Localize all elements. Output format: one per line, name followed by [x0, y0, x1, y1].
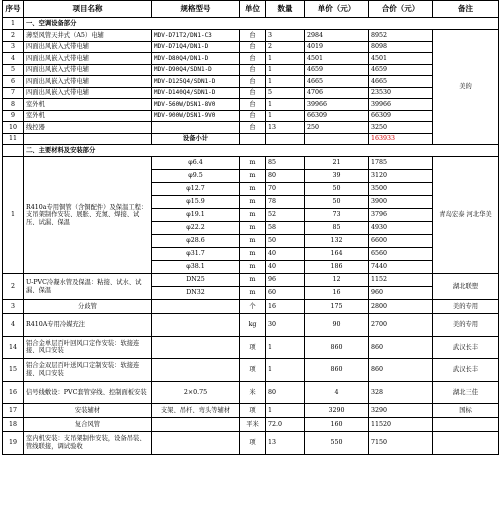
table-row — [3, 64, 499, 76]
item-price: 73 — [305, 209, 369, 222]
item-unit: 台 — [240, 122, 266, 134]
item-spec: MDV-D71Q4/DN1-D — [152, 41, 240, 53]
item-name: 室外机 — [24, 110, 152, 122]
item-unit: 台 — [240, 30, 266, 42]
item-price: 860 — [305, 359, 369, 382]
item-unit: 台 — [240, 64, 266, 76]
item-unit: m — [240, 261, 266, 274]
row-number: 18 — [3, 418, 24, 432]
item-spec — [152, 418, 240, 432]
item-price: 16 — [305, 287, 369, 300]
item-unit: 项 — [240, 359, 266, 382]
row-number: 4 — [3, 53, 24, 65]
item-unit: 项 — [240, 336, 266, 359]
item-qty: 96 — [266, 274, 305, 287]
item-unit: m — [240, 235, 266, 248]
item-total: 3120 — [369, 170, 433, 183]
header-cell: 数量 — [266, 1, 305, 18]
item-price: 4501 — [305, 53, 369, 65]
item-remark: 湖北三佳 — [433, 381, 499, 404]
item-spec: DN25 — [152, 274, 240, 287]
table-row — [3, 359, 499, 382]
item-total: 860 — [369, 336, 433, 359]
item-price: 3290 — [305, 404, 369, 418]
item-total: 3900 — [369, 196, 433, 209]
table-cell — [266, 133, 305, 145]
table-row — [3, 30, 499, 42]
table-row — [3, 274, 499, 287]
row-number: 7 — [3, 87, 24, 99]
item-total: 6560 — [369, 248, 433, 261]
row-number: 16 — [3, 381, 24, 404]
item-spec: DN32 — [152, 287, 240, 300]
item-total: 4930 — [369, 222, 433, 235]
row-number: 19 — [3, 432, 24, 455]
item-name: 线控器 — [24, 122, 152, 134]
item-spec — [152, 300, 240, 314]
item-name: R410A专用冷媒充注 — [24, 314, 152, 337]
item-price: 39966 — [305, 99, 369, 111]
item-total: 6600 — [369, 235, 433, 248]
item-total: 23530 — [369, 87, 433, 99]
item-remark: 武汉长丰 — [433, 336, 499, 359]
item-price: 550 — [305, 432, 369, 455]
item-price: 12 — [305, 274, 369, 287]
item-unit: 台 — [240, 87, 266, 99]
header-row — [3, 1, 499, 18]
item-total: 4665 — [369, 76, 433, 88]
row-number: 2 — [3, 30, 24, 42]
item-total: 3250 — [369, 122, 433, 134]
item-qty: 1 — [266, 110, 305, 122]
item-qty: 1 — [266, 76, 305, 88]
item-spec: MDV-D80Q4/DN1-D — [152, 53, 240, 65]
item-qty: 1 — [266, 336, 305, 359]
row-number: 3 — [3, 41, 24, 53]
item-name: 四面出风嵌入式带电辅 — [24, 41, 152, 53]
item-unit: 项 — [240, 404, 266, 418]
table-row — [3, 99, 499, 111]
header-cell: 单位 — [240, 1, 266, 18]
item-total: 8952 — [369, 30, 433, 42]
item-name: 复合风管 — [24, 418, 152, 432]
item-remark: 美的 — [433, 30, 499, 145]
item-name: 信号线敷设：PVC套管穿线、控制面板安装 — [24, 381, 152, 404]
item-name: 安装辅材 — [24, 404, 152, 418]
subtotal-label: 设备小计 — [152, 133, 240, 145]
item-qty: 30 — [266, 314, 305, 337]
item-unit: 台 — [240, 53, 266, 65]
item-total: 8098 — [369, 41, 433, 53]
item-qty: 5 — [266, 87, 305, 99]
table-row — [3, 122, 499, 134]
item-total: 3796 — [369, 209, 433, 222]
item-name: 室外机 — [24, 99, 152, 111]
quotation-table — [2, 0, 499, 455]
item-qty: 40 — [266, 248, 305, 261]
header-cell: 序号 — [3, 1, 24, 18]
item-qty: 52 — [266, 209, 305, 222]
item-unit: m — [240, 274, 266, 287]
table-row — [3, 76, 499, 88]
item-qty: 13 — [266, 432, 305, 455]
item-qty: 58 — [266, 222, 305, 235]
item-total: 2700 — [369, 314, 433, 337]
item-qty: 1 — [266, 404, 305, 418]
item-spec: MDV-D71T2/DN1-C3 — [152, 30, 240, 42]
item-total: 3290 — [369, 404, 433, 418]
item-spec: MDV-D125Q4/SDN1-D — [152, 76, 240, 88]
item-spec — [152, 336, 240, 359]
header-cell: 备注 — [433, 1, 499, 18]
item-remark — [433, 432, 499, 455]
item-remark: 美的专用 — [433, 300, 499, 314]
item-qty: 85 — [266, 157, 305, 170]
item-price: 175 — [305, 300, 369, 314]
section-title: 一、空调设备部分 — [24, 18, 499, 30]
item-total: 66309 — [369, 110, 433, 122]
row-number: 1 — [3, 157, 24, 274]
subtotal-row — [3, 133, 499, 145]
header-cell: 项目名称 — [24, 1, 152, 18]
item-name: 四面出风嵌入式带电辅 — [24, 76, 152, 88]
item-total: 960 — [369, 287, 433, 300]
item-spec: 支架、吊杆、弯头等辅材 — [152, 404, 240, 418]
row-number: 11 — [3, 133, 24, 145]
item-spec: MDV-D90Q4/SDN1-D — [152, 64, 240, 76]
section-row: 1 一、空调设备部分 — [3, 18, 499, 30]
item-unit: m — [240, 170, 266, 183]
item-price: 39 — [305, 170, 369, 183]
item-qty: 1 — [266, 53, 305, 65]
item-unit: 米 — [240, 381, 266, 404]
item-remark: 青岛宏泰 河北华美 — [433, 157, 499, 274]
table-cell — [24, 133, 152, 145]
item-spec — [152, 122, 240, 134]
item-total: 11520 — [369, 418, 433, 432]
item-spec: φ22.2 — [152, 222, 240, 235]
item-unit: 项 — [240, 432, 266, 455]
table-row — [3, 381, 499, 404]
item-price: 90 — [305, 314, 369, 337]
item-qty: 1 — [266, 359, 305, 382]
item-total: 4501 — [369, 53, 433, 65]
item-remark: 国标 — [433, 404, 499, 418]
subtotal-value: 163933 — [369, 133, 433, 145]
item-qty: 2 — [266, 41, 305, 53]
row-number: 17 — [3, 404, 24, 418]
item-name: 薄型风管天井式（A5）电辅 — [24, 30, 152, 42]
table-cell — [305, 133, 369, 145]
row-number: 14 — [3, 336, 24, 359]
item-total: 4659 — [369, 64, 433, 76]
row-number: 5 — [3, 64, 24, 76]
row-number: 9 — [3, 110, 24, 122]
item-total: 39966 — [369, 99, 433, 111]
item-price: 250 — [305, 122, 369, 134]
item-price: 4706 — [305, 87, 369, 99]
table-row — [3, 432, 499, 455]
item-spec: φ31.7 — [152, 248, 240, 261]
header-cell: 单价（元） — [305, 1, 369, 18]
item-unit: 台 — [240, 76, 266, 88]
item-qty: 72.0 — [266, 418, 305, 432]
item-unit: m — [240, 209, 266, 222]
item-spec — [152, 432, 240, 455]
item-price: 860 — [305, 336, 369, 359]
item-qty: 80 — [266, 170, 305, 183]
item-price: 2984 — [305, 30, 369, 42]
item-unit: m — [240, 222, 266, 235]
header-cell: 规格型号 — [152, 1, 240, 18]
header-cell: 合价（元） — [369, 1, 433, 18]
row-number: 3 — [3, 300, 24, 314]
item-price: 132 — [305, 235, 369, 248]
table-row — [3, 41, 499, 53]
item-unit: 台 — [240, 41, 266, 53]
item-unit: 平米 — [240, 418, 266, 432]
item-qty: 3 — [266, 30, 305, 42]
item-spec: φ38.1 — [152, 261, 240, 274]
item-spec: φ12.7 — [152, 183, 240, 196]
item-spec: φ28.6 — [152, 235, 240, 248]
item-price: 164 — [305, 248, 369, 261]
item-qty: 1 — [266, 99, 305, 111]
item-name: 分歧管 — [24, 300, 152, 314]
item-total: 1152 — [369, 274, 433, 287]
table-row — [3, 157, 499, 170]
item-name: R410a专用铜管（含铜配件）及保温工程：支吊架制作安装、展胀、充氮、焊接、试压、试漏、保温 — [24, 157, 152, 274]
item-name: U-PVC冷凝水管及保温：粘接、试水、试漏、保温 — [24, 274, 152, 300]
item-unit: m — [240, 157, 266, 170]
item-qty: 50 — [266, 235, 305, 248]
section-row — [3, 145, 499, 157]
item-name: 铝合金双层百叶送风口定制安装：软接连接、风口安装 — [24, 359, 152, 382]
item-name: 四面出风嵌入式带电辅 — [24, 64, 152, 76]
item-qty: 80 — [266, 381, 305, 404]
row-number: 8 — [3, 99, 24, 111]
item-total: 2800 — [369, 300, 433, 314]
item-name: 铝合金单层百叶回风口定作安装：软接连接、风口安装 — [24, 336, 152, 359]
item-unit: m — [240, 287, 266, 300]
item-unit: 个 — [240, 300, 266, 314]
item-qty: 60 — [266, 287, 305, 300]
item-price: 21 — [305, 157, 369, 170]
table-row — [3, 53, 499, 65]
item-remark: 武汉长丰 — [433, 359, 499, 382]
item-qty: 1 — [266, 64, 305, 76]
item-qty: 13 — [266, 122, 305, 134]
item-total: 1785 — [369, 157, 433, 170]
table-row — [3, 110, 499, 122]
item-qty: 40 — [266, 261, 305, 274]
item-qty: 70 — [266, 183, 305, 196]
item-unit: kg — [240, 314, 266, 337]
item-spec — [152, 359, 240, 382]
item-spec: MDV-560W/DSN1-8V0 — [152, 99, 240, 111]
item-total: 3500 — [369, 183, 433, 196]
table-row — [3, 404, 499, 418]
row-number: 10 — [3, 122, 24, 134]
table-row — [3, 87, 499, 99]
item-name: 室内机安装：支吊架制作安装，设备吊装、管线联接，调试验收 — [24, 432, 152, 455]
row-number: 15 — [3, 359, 24, 382]
item-name: 四面出风嵌入式带电辅 — [24, 87, 152, 99]
table-row — [3, 314, 499, 337]
item-spec — [152, 314, 240, 337]
table-row — [3, 418, 499, 432]
item-price: 4 — [305, 381, 369, 404]
item-price: 4019 — [305, 41, 369, 53]
item-price: 85 — [305, 222, 369, 235]
item-remark: 美的专用 — [433, 314, 499, 337]
item-qty: 16 — [266, 300, 305, 314]
item-remark: 湖北联塑 — [433, 274, 499, 300]
item-spec: MDV-900W/DSN1-9V0 — [152, 110, 240, 122]
item-total: 7440 — [369, 261, 433, 274]
row-number: 4 — [3, 314, 24, 337]
item-price: 160 — [305, 418, 369, 432]
item-unit: 台 — [240, 99, 266, 111]
item-price: 4659 — [305, 64, 369, 76]
item-unit: m — [240, 196, 266, 209]
item-unit: m — [240, 183, 266, 196]
item-price: 50 — [305, 183, 369, 196]
section-title: 二、主要材料及安装部分 — [24, 145, 499, 157]
row-number — [3, 145, 24, 157]
item-remark — [433, 418, 499, 432]
item-spec: MDV-D140Q4/SDN1-D — [152, 87, 240, 99]
item-price: 186 — [305, 261, 369, 274]
table-row — [3, 300, 499, 314]
item-unit: 台 — [240, 110, 266, 122]
item-price: 4665 — [305, 76, 369, 88]
item-total: 860 — [369, 359, 433, 382]
item-price: 66309 — [305, 110, 369, 122]
row-number: 6 — [3, 76, 24, 88]
item-unit: m — [240, 248, 266, 261]
item-spec: φ6.4 — [152, 157, 240, 170]
row-number: 2 — [3, 274, 24, 300]
item-spec: φ19.1 — [152, 209, 240, 222]
item-spec: 2×0.75 — [152, 381, 240, 404]
item-total: 328 — [369, 381, 433, 404]
table-row — [3, 336, 499, 359]
item-total: 7150 — [369, 432, 433, 455]
table-cell — [240, 133, 266, 145]
item-spec: φ15.9 — [152, 196, 240, 209]
item-qty: 78 — [266, 196, 305, 209]
item-price: 50 — [305, 196, 369, 209]
item-spec: φ9.5 — [152, 170, 240, 183]
item-name: 四面出风嵌入式带电辅 — [24, 53, 152, 65]
